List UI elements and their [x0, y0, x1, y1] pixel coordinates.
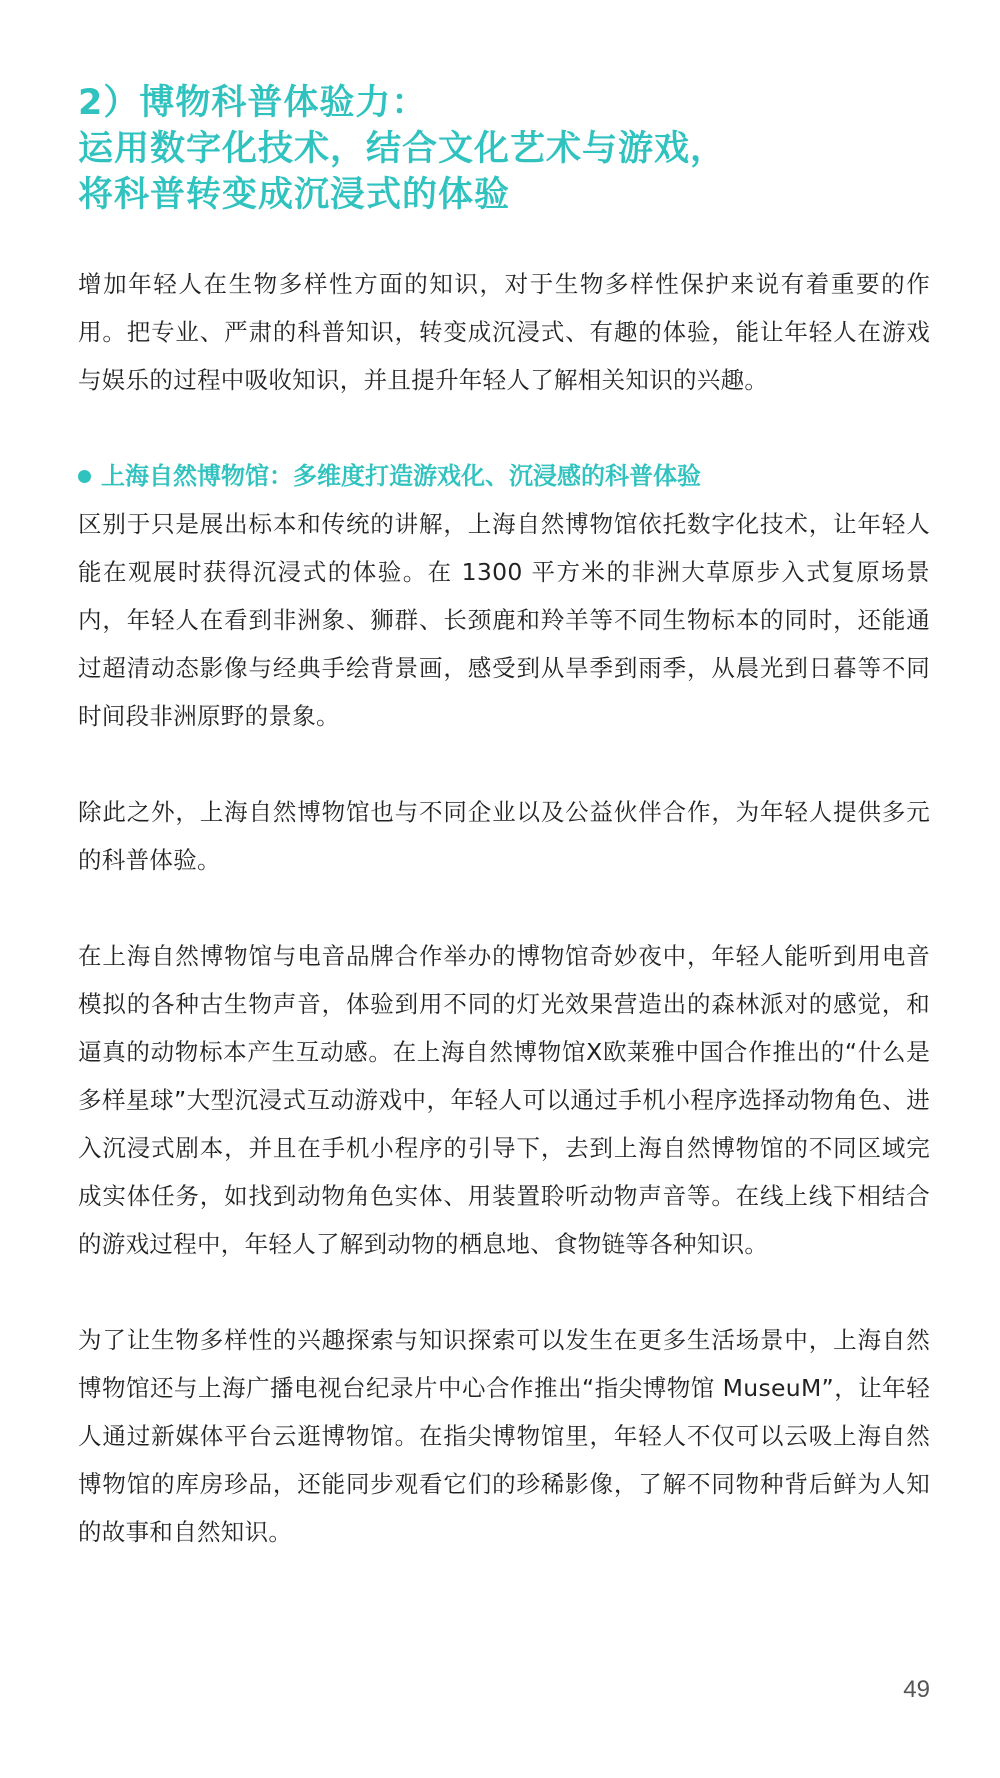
heading-line-1: 2）博物科普体验力： — [78, 83, 428, 123]
body-paragraph-3: 在上海自然博物馆与电音品牌合作举办的博物馆奇妙夜中，年轻人能听到用电音模拟的各种古生物声音，体验到用不同的灯光效果营造出的森林派对的感觉，和逼真的动物标本产生互动感。在上海自然博物馆X欧莱雅中国合作推出的“什么是多样星球”大型沉浸式互动游戏中，年轻人可以通过手机小程序选择动物角色、进入沉浸式剧本，并且在手机小程序的引导下，去到上海自然博物馆的不同区域完成实体任务，如找到动物角色实体、用装置聆听动物声音等。在线上线下相结合的游戏过程中，年轻人了解到动物的栖息地、食物链等各种知识。 — [78, 942, 930, 1258]
heading-line-2: 运用数字化技术，结合文化艺术与游戏， — [78, 129, 727, 169]
bullet-dot-icon — [78, 470, 91, 483]
page-number: 49 — [903, 1676, 930, 1703]
section-heading — [78, 80, 930, 218]
body-paragraph-2: 除此之外，上海自然博物馆也与不同企业以及公益伙伴合作，为年轻人提供多元的科普体验。 — [78, 798, 930, 874]
sub-heading-text: 上海自然博物馆：多维度打造游戏化、沉浸感的科普体验 — [101, 462, 701, 490]
heading-line-3: 将科普转变成沉浸式的体验 — [78, 175, 511, 215]
body-paragraph-4: 为了让生物多样性的兴趣探索与知识探索可以发生在更多生活场景中，上海自然博物馆还与上海广播电视台纪录片中心合作推出“指尖博物馆 MuseuM”，让年轻人通过新媒体平台云逛博物馆。在指尖博物馆里，年轻人不仅可以云吸上海自然博物馆的库房珍品，还能同步观看它们的珍稀影像，了解不同物种背后鲜为人知的故事和自然知识。 — [78, 1326, 930, 1546]
page-content — [78, 80, 930, 1556]
sub-heading — [78, 452, 930, 500]
body-paragraph-1: 区别于只是展出标本和传统的讲解，上海自然博物馆依托数字化技术，让年轻人能在观展时获得沉浸式的体验。在 1300 平方米的非洲大草原步入式复原场景内，年轻人在看到非洲象、狮群、长颈鹿和羚羊等不同生物标本的同时，还能通过超清动态影像与经典手绘背景画，感受到从旱季到雨季，从晨光到日暮等不同时间段非洲原野的景象。 — [78, 510, 930, 730]
intro-paragraph: 增加年轻人在生物多样性方面的知识，对于生物多样性保护来说有着重要的作用。把专业、严肃的科普知识，转变成沉浸式、有趣的体验，能让年轻人在游戏与娱乐的过程中吸收知识，并且提升年轻人了解相关知识的兴趣。 — [78, 270, 930, 394]
